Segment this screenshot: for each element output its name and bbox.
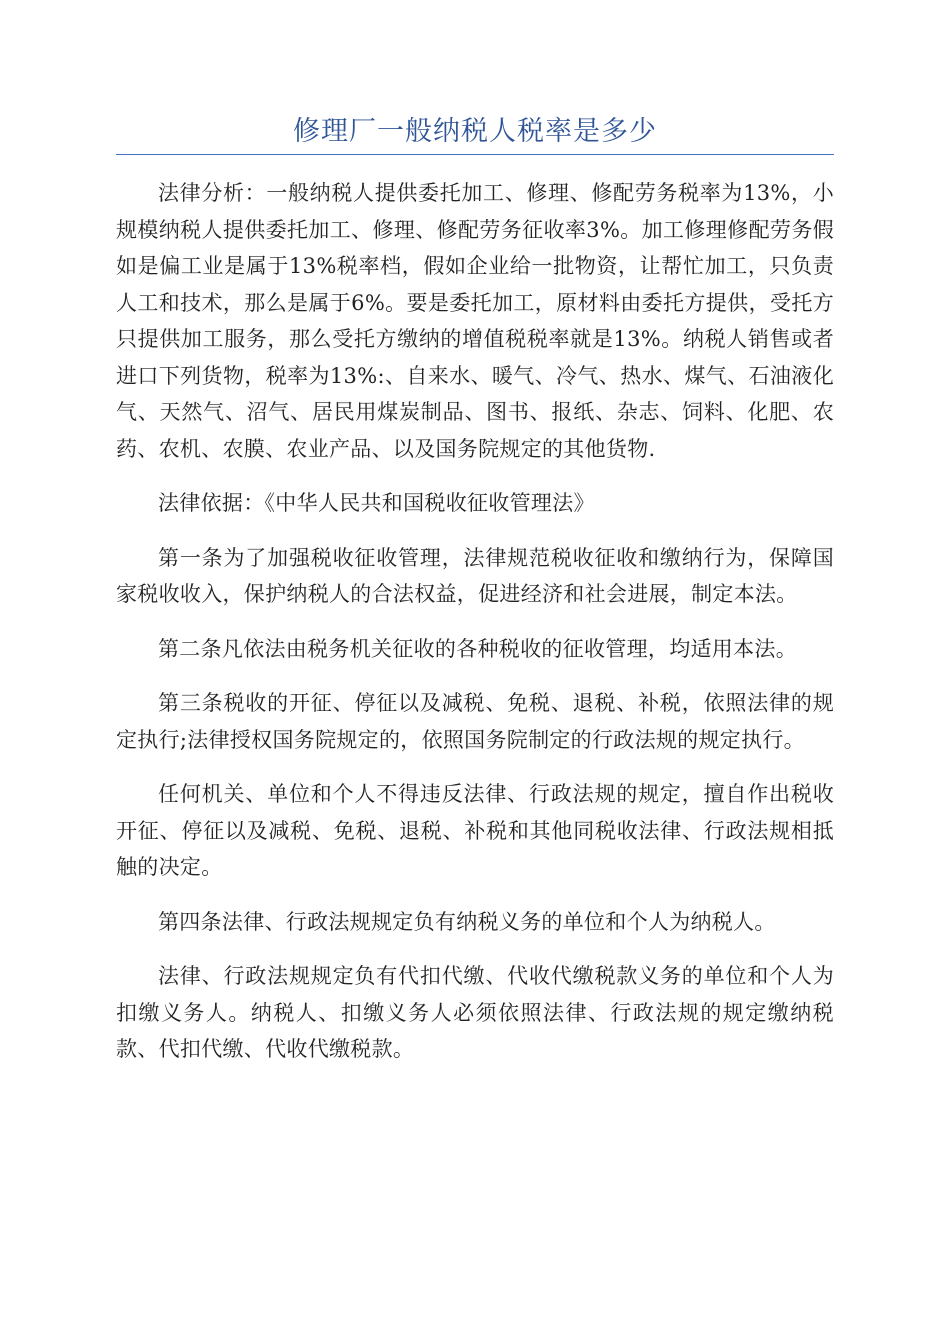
- paragraph-article-4: 第四条法律、行政法规规定负有纳税义务的单位和个人为纳税人。: [158, 909, 776, 934]
- paragraph-article-1: 第一条为了加强税收征收管理，法律规范税收征收和缴纳行为，保障国家税收收入，保护纳税人的合法权益，促进经济和社会进展，制定本法。: [116, 545, 834, 606]
- paragraph-legal-basis: 法律依据：《中华人民共和国税收征收管理法》: [158, 491, 595, 515]
- paragraph-article-3: 第三条税收的开征、停征以及减税、免税、退税、补税，依照法律的规定执行;法律授权国务院规定的，依照国务院制定的行政法规的规定执行。: [116, 691, 834, 752]
- paragraph-article-2: 第二条凡依法由税务机关征收的各种税收的征收管理，均适用本法。: [158, 636, 797, 661]
- title-underline: [116, 154, 834, 155]
- document-title: 修理厂一般纳税人税率是多少: [293, 116, 657, 147]
- paragraph-article-3-clause-2: 任何机关、单位和个人不得违反法律、行政法规的规定，擅自作出税收开征、停征以及减税、免税、退税、补税和其他同税收法律、行政法规相抵触的决定。: [116, 782, 834, 879]
- paragraph-article-4-clause-2: 法律、行政法规规定负有代扣代缴、代收代缴税款义务的单位和个人为扣缴义务人。纳税人、扣缴义务人必须依照法律、行政法规的规定缴纳税款、代扣代缴、代收代缴税款。: [116, 964, 834, 1061]
- paragraph-legal-analysis: 法律分析：一般纳税人提供委托加工、修理、修配劳务税率为13%，小规模纳税人提供委托加工、修理、修配劳务征收率3%。加工修理修配劳务假如是偏工业是属于13%税率档，假如企业给一批物资，让帮忙加工，只负责人工和技术，那么是属于6%。要是委托加工，原材料由委托方提供，受托方只提供加工服务，那么受托方缴纳的增值税税率就是13%。纳税人销售或者进口下列货物，税率为13%:、自来水、暖气、冷气、热水、煤气、石油液化气、天然气、沼气、居民用煤炭制品、图书、报纸、杂志、饲料、化肥、农药、农机、农膜、农业产品、以及国务院规定的其他货物.: [116, 181, 834, 461]
- document-body: [116, 175, 834, 1086]
